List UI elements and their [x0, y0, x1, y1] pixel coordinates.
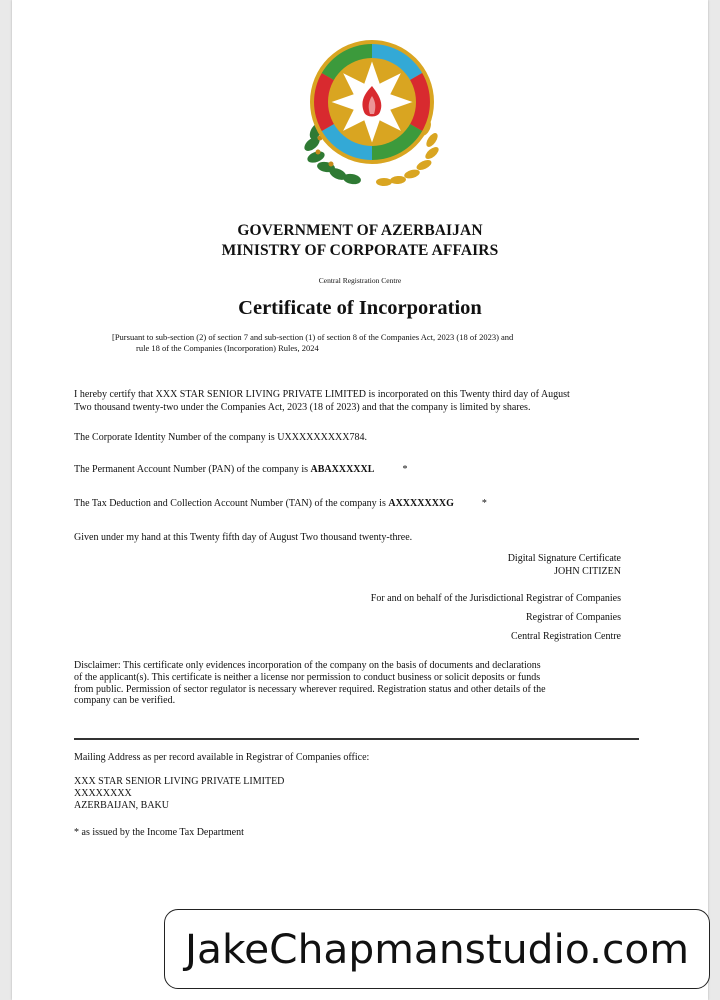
coat-of-arms-icon	[298, 36, 448, 188]
government-line: GOVERNMENT OF AZERBAIJAN	[237, 222, 483, 239]
certificate-page	[12, 0, 708, 1000]
tan-footnote-marker: *	[481, 498, 487, 509]
disclaimer-line-4: company can be verified.	[74, 695, 176, 707]
pursuant-line-1: [Pursuant to sub-section (2) of section 7 and sub-section (1) of section 8 of the Companies Act, 2023 (18 of 2023) and	[112, 332, 514, 342]
pan-statement	[74, 464, 634, 477]
disclaimer-line-3: from public. Permission of sector regulator is necessary wherever required. Registration status and other details of the	[74, 683, 546, 695]
digital-signature-label: Digital Signature Certificate	[507, 553, 621, 564]
certification-paragraph	[74, 389, 634, 414]
address-line-3: AZERBAIJAN, BAKU	[74, 800, 169, 811]
cin-statement: The Corporate Identity Number of the company is UXXXXXXXXX784.	[74, 432, 367, 443]
certification-line-2: Two thousand twenty-two under the Companies Act, 2023 (18 of 2023) and that the company is limited by shares.	[74, 401, 531, 413]
watermark-text: JakeChapmanstudio.com	[181, 927, 690, 973]
pan-value: ABAXXXXXL	[310, 464, 375, 475]
on-behalf-line: For and on behalf of the Jurisdictional Registrar of Companies	[370, 593, 621, 604]
disclaimer-line-1: Disclaimer: This certificate only evidences incorporation of the company on the basis of documents and declarations	[74, 660, 541, 671]
central-registration-centre: Central Registration Centre	[318, 276, 402, 285]
footnote: * as issued by the Income Tax Department	[74, 827, 244, 838]
ministry-line: MINISTRY OF CORPORATE AFFAIRS	[221, 242, 499, 259]
address-line-1: XXX STAR SENIOR LIVING PRIVATE LIMITED	[74, 776, 285, 787]
pursuant-line-2: rule 18 of the Companies (Incorporation) Rules, 2024	[136, 343, 319, 353]
registrar-line: Registrar of Companies	[526, 612, 621, 623]
mailing-address-heading: Mailing Address as per record available in Registrar of Companies office:	[74, 752, 370, 763]
registration-centre-line: Central Registration Centre	[511, 631, 621, 642]
signature-block	[508, 553, 621, 578]
address-line-2: XXXXXXXX	[74, 788, 132, 799]
disclaimer-line-2: of the applicant(s). This certificate is neither a license nor permission to conduct business or solicit deposits or funds	[74, 671, 541, 683]
tan-value: AXXXXXXXG	[388, 498, 454, 509]
issuing-authority	[12, 221, 708, 261]
watermark-badge	[164, 909, 710, 989]
pursuant-note	[112, 332, 592, 354]
section-divider	[74, 738, 639, 740]
tan-label: The Tax Deduction and Collection Account Number (TAN) of the company is	[74, 498, 389, 509]
certificate-title: Certificate of Incorporation	[238, 297, 482, 319]
pan-label: The Permanent Account Number (PAN) of the company is	[74, 464, 311, 475]
pan-footnote-marker: *	[402, 464, 408, 475]
mailing-address	[74, 776, 284, 812]
given-under-hand: Given under my hand at this Twenty fifth day of August Two thousand twenty-three.	[74, 532, 413, 543]
tan-statement	[74, 498, 634, 511]
signatory-name: JOHN CITIZEN	[554, 565, 621, 577]
certification-line-1: I hereby certify that XXX STAR SENIOR LIVING PRIVATE LIMITED is incorporated on this Twenty third day of August	[74, 389, 570, 400]
disclaimer	[74, 660, 614, 707]
